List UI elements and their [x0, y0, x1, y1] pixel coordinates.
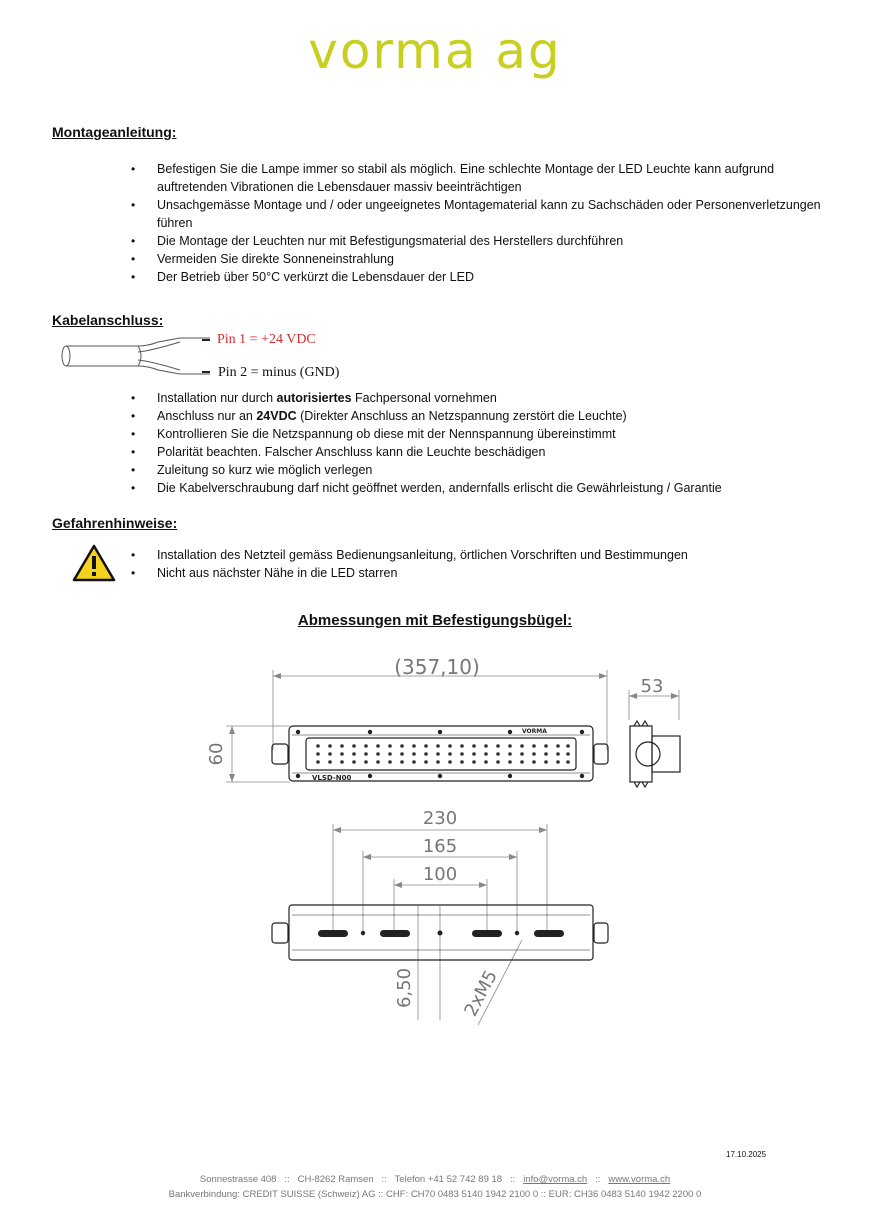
text: (Direkter Anschluss an Netzspannung zerstört die Leuchte) — [296, 409, 627, 423]
list-item: • Zuleitung so kurz wie möglich verlegen — [131, 461, 831, 479]
dim-depth: 53 — [640, 676, 664, 697]
dim-100: 100 — [422, 864, 458, 885]
pin1-label: Pin 1 = +24 VDC — [217, 332, 316, 347]
gefahr-heading: Gefahrenhinweise: — [52, 515, 178, 531]
list-item: • Die Montage der Leuchten nur mit Befestigungsmaterial des Herstellers durchführen — [131, 232, 821, 250]
dim-height: 60 — [206, 742, 227, 766]
emphasis: autorisiertes — [276, 391, 352, 405]
list-item: • Vermeiden Sie direkte Sonneneinstrahlung — [131, 250, 821, 268]
list-item: • Unsachgemässe Montage und / oder ungeeignetes Montagematerial kann zu Sachschäden oder Personenverletzungen führen — [131, 196, 821, 232]
email-link[interactable]: info@vorma.ch — [523, 1174, 588, 1185]
gefahr-list — [131, 546, 831, 582]
emphasis: 24VDC — [256, 409, 297, 423]
footer-text: Sonnestrasse 408 :: CH-8262 Ramsen :: Telefon +41 52 742 89 18 :: — [199, 1174, 524, 1185]
dimension-drawing — [0, 640, 870, 1040]
kabel-heading: Kabelanschluss: — [52, 312, 164, 328]
list-item — [131, 389, 831, 407]
cable-drawing — [58, 333, 218, 381]
text: Fachpersonal vornehmen — [351, 391, 497, 405]
kabel-list — [131, 389, 831, 497]
list-item: • Installation des Netzteil gemäss Bedienungsanleitung, örtlichen Vorschriften und Bestimmungen — [131, 546, 831, 564]
list-item: • Nicht aus nächster Nähe in die LED starren — [131, 564, 831, 582]
company-logo: vorma ag — [308, 22, 562, 80]
footer-separator: :: — [587, 1174, 609, 1185]
lamp-side-view — [630, 721, 680, 787]
lamp-label-right: VORMA — [522, 728, 547, 735]
warning-icon — [72, 544, 116, 582]
dim-650: 6,50 — [394, 967, 415, 1009]
list-item: • Der Betrieb über 50°C verkürzt die Lebensdauer der LED — [131, 268, 821, 286]
list-item: • Polarität beachten. Falscher Anschluss kann die Leuchte beschädigen — [131, 443, 831, 461]
list-item: • Die Kabelverschraubung darf nicht geöffnet werden, andernfalls erlischt die Gewährleistung / Garantie — [131, 479, 831, 497]
montage-list — [131, 160, 821, 286]
list-item — [131, 407, 831, 425]
montage-heading: Montageanleitung: — [52, 124, 177, 140]
text: Anschluss nur an — [157, 409, 257, 423]
footer-address — [0, 1174, 870, 1185]
text: Installation nur durch — [157, 391, 277, 405]
abmessungen-title: Abmessungen mit Befestigungsbügel: — [297, 612, 573, 629]
lamp-label-left: VLSD-N00 — [312, 774, 352, 782]
document-date: 17.10.2025 — [726, 1150, 767, 1159]
dim-length: (357,10) — [394, 655, 480, 679]
footer-bank: Bankverbindung: CREDIT SUISSE (Schweiz) AG :: CHF: CH70 0483 5140 1942 2100 0 :: EUR: CH36 0483 5140 1942 2200 0 — [168, 1189, 702, 1200]
list-item: • Kontrollieren Sie die Netzspannung ob diese mit der Nennspannung übereinstimmt — [131, 425, 831, 443]
list-item: • Befestigen Sie die Lampe immer so stabil als möglich. Eine schlechte Montage der LED Leuchte kann aufgrund auftretenden Vibrationen die Lebensdauer massiv beeinträchtigen — [131, 160, 821, 196]
website-link[interactable]: www.vorma.ch — [608, 1174, 671, 1185]
dim-230: 230 — [422, 808, 458, 829]
dim-165: 165 — [422, 836, 458, 857]
dim-m5: 2xM5 — [460, 966, 502, 1021]
pin2-label: Pin 2 = minus (GND) — [218, 365, 340, 380]
